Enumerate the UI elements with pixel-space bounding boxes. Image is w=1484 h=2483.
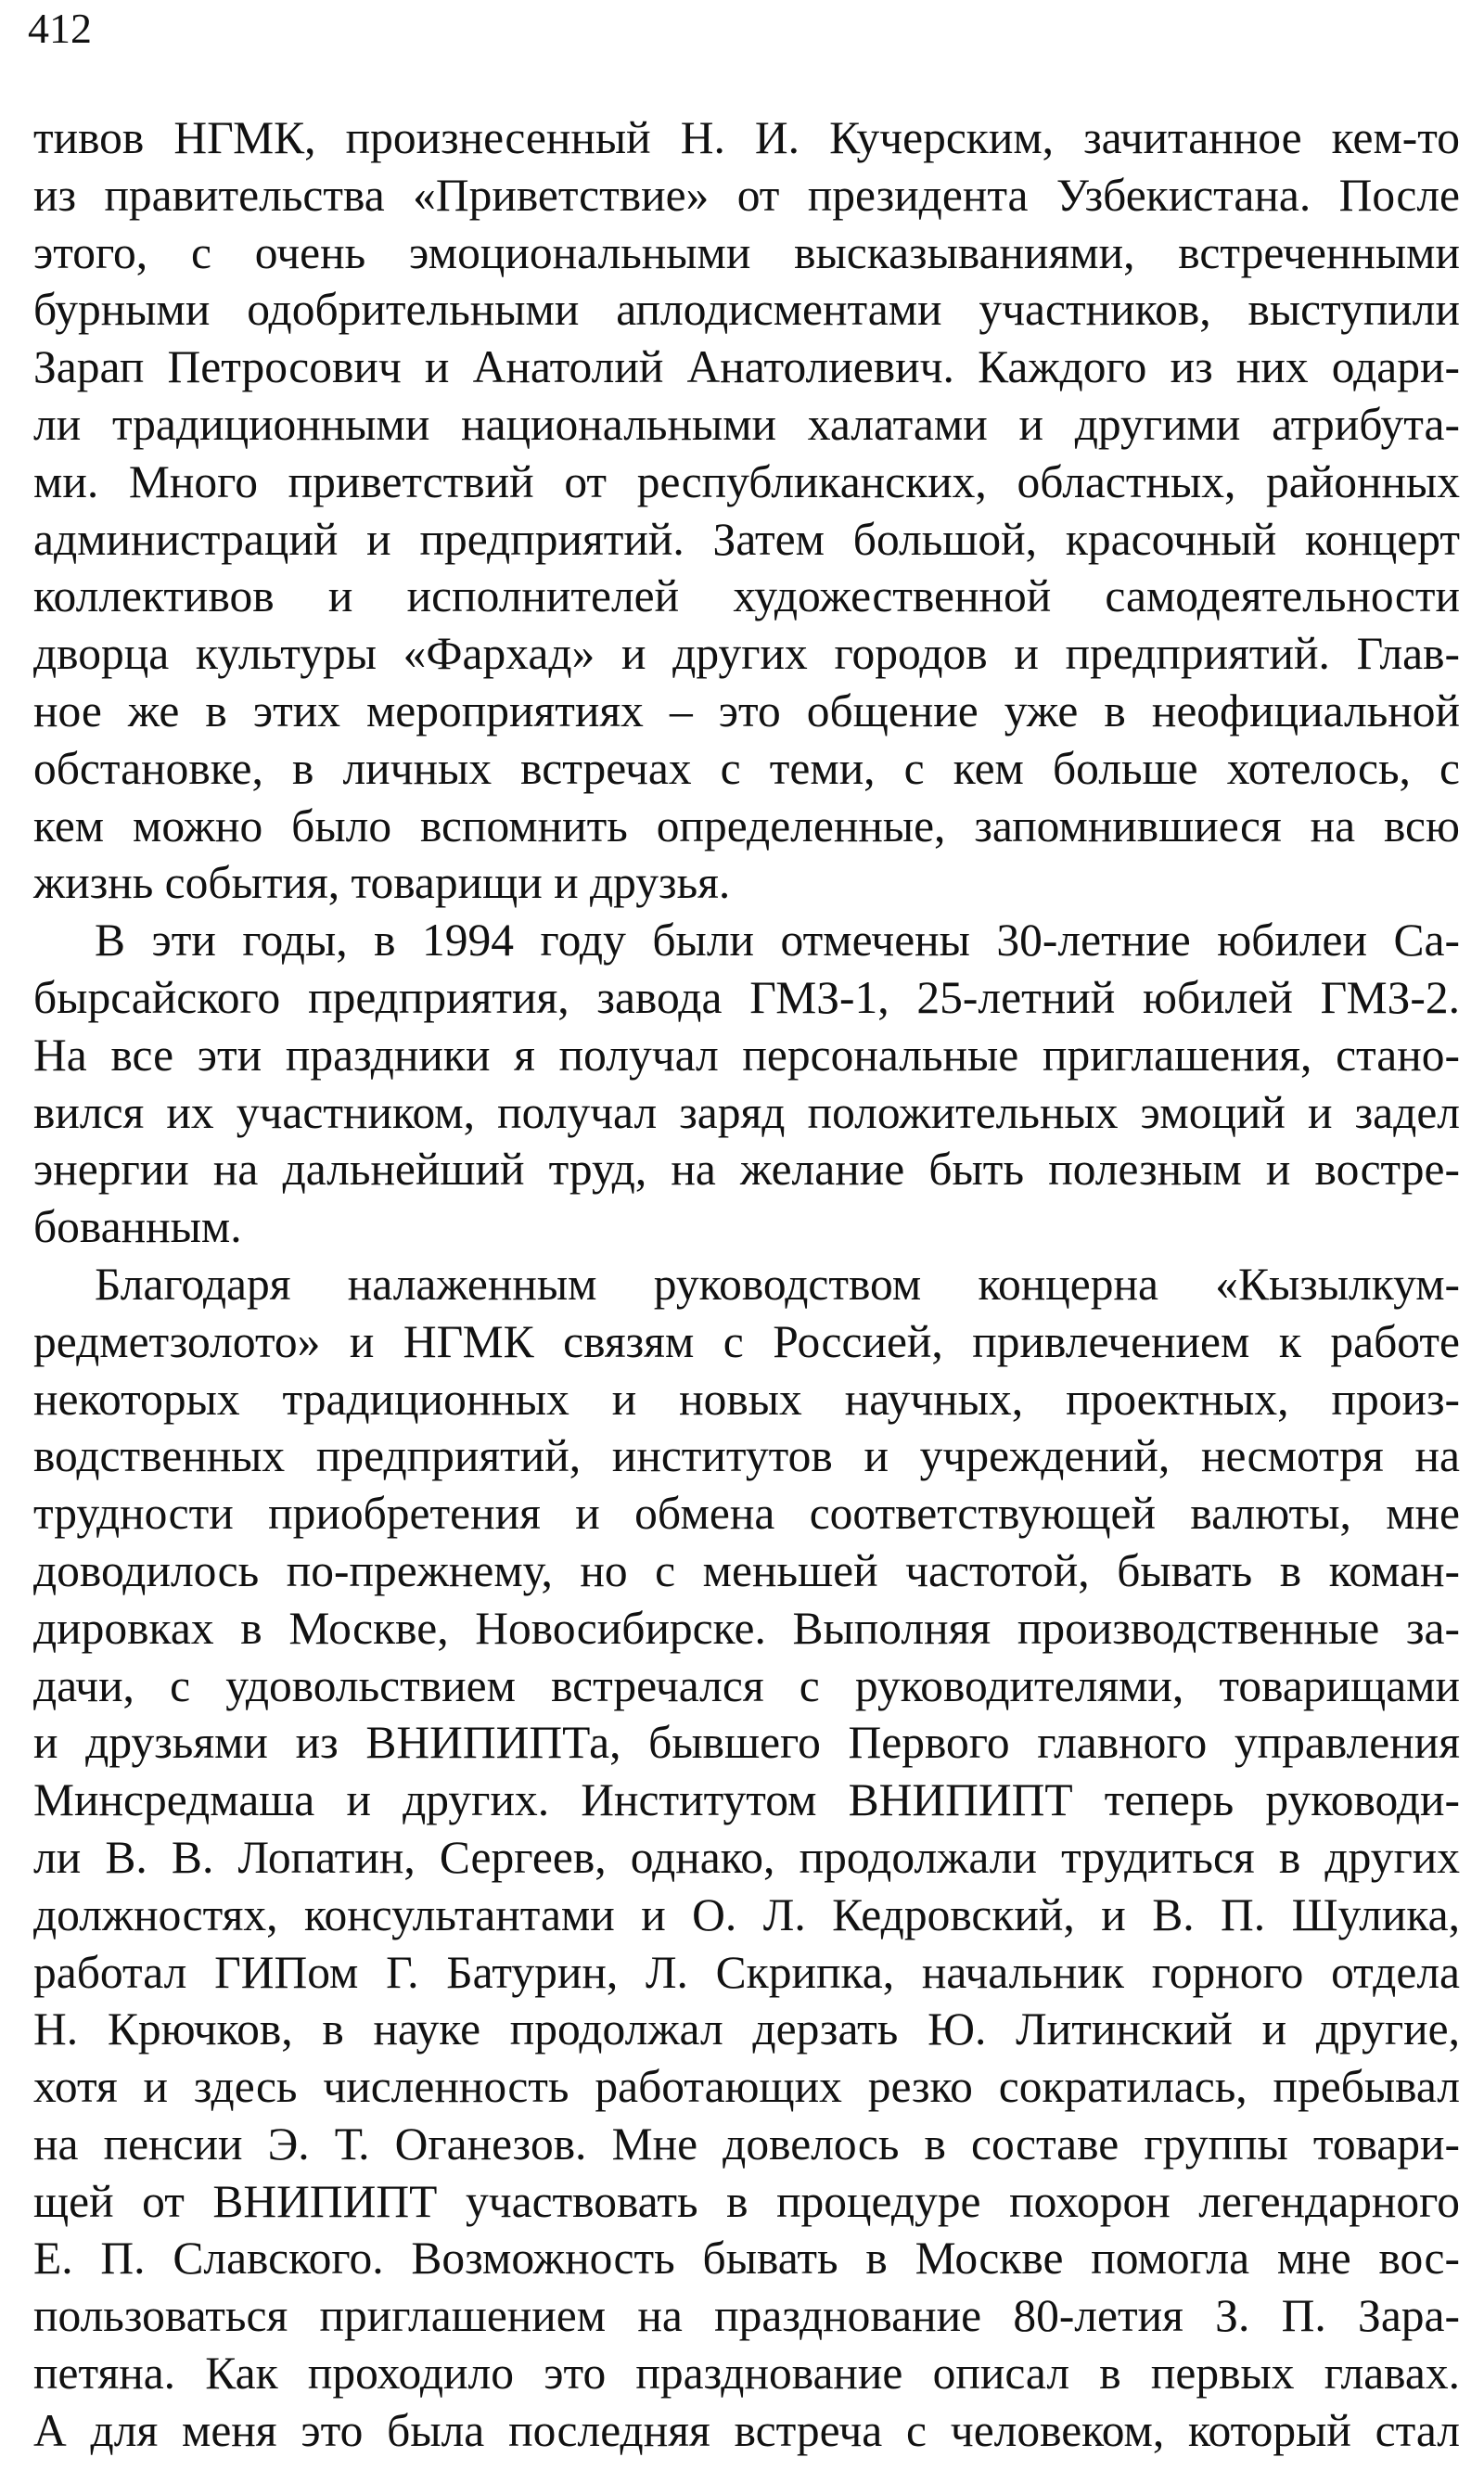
- paragraph: [33, 109, 1460, 912]
- text-line: Благодаря налаженным руководством концерна «Кызылкум-: [95, 1258, 1460, 1310]
- text-line: Н. Крючков, в науке продолжал дерзать Ю. Литинский и другие,: [33, 2003, 1460, 2055]
- text-line: коллективов и исполнителей художественной самодеятельности: [33, 570, 1460, 622]
- text-line: кем можно было вспомнить определенные, запомнившиеся на всю: [33, 800, 1460, 851]
- text-line: дворца культуры «Фархад» и других городов и предприятий. Глав-: [33, 628, 1460, 680]
- text-line: хотя и здесь численность работающих резко сократилась, пребывал: [33, 2061, 1460, 2113]
- text-line: А для меня это была последняя встреча с человеком, который стал: [33, 2404, 1460, 2456]
- paragraph: [33, 912, 1460, 1256]
- text-line: ное же в этих мероприятиях – это общение уже в неофициальной: [33, 685, 1460, 736]
- text-line: бурными одобрительными аплодисментами участников, выступили: [33, 284, 1460, 336]
- text-line: бованным.: [33, 1201, 242, 1253]
- text-line: должностях, консультантами и О. Л. Кедровский, и В. П. Шулика,: [33, 1888, 1460, 1940]
- text-line: Е. П. Славского. Возможность бывать в Москве помогла мне вос-: [33, 2233, 1460, 2285]
- text-line: на пенсии Э. Т. Оганезов. Мне довелось в составе группы товари-: [33, 2118, 1460, 2169]
- text-line: энергии на дальнейший труд, на желание быть полезным и востре-: [33, 1144, 1460, 1196]
- text-line: дачи, с удовольствием встречался с руководителями, товарищами: [33, 1659, 1460, 1711]
- text-line: ли В. В. Лопатин, Сергеев, однако, продолжали трудиться в других: [33, 1831, 1460, 1883]
- body-text: [33, 109, 1460, 2460]
- text-line: работал ГИПом Г. Батурин, Л. Скрипка, начальник горного отдела: [33, 1946, 1460, 1998]
- text-line: из правительства «Приветствие» от президента Узбекистана. После: [33, 169, 1460, 221]
- page-number: 412: [28, 5, 92, 52]
- text-line: обстановке, в личных встречах с теми, с кем больше хотелось, с: [33, 742, 1460, 794]
- text-line: водственных предприятий, институтов и учреждений, несмотря на: [33, 1430, 1460, 1482]
- text-line: ли традиционными национальными халатами и другими атрибута-: [33, 398, 1460, 450]
- text-line: пользоваться приглашением на празднование 80-летия З. П. Зара-: [33, 2290, 1460, 2342]
- text-line: петяна. Как проходило это празднование описал в первых главах.: [33, 2348, 1460, 2400]
- text-line: трудности приобретения и обмена соответствующей валюты, мне: [33, 1488, 1460, 1540]
- text-line: тивов НГМК, произнесенный Н. И. Кучерским, зачитанное кем-то: [33, 112, 1460, 163]
- text-line: вился их участником, получал заряд положительных эмоций и задел: [33, 1086, 1460, 1138]
- text-line: дировках в Москве, Новосибирске. Выполняя производственные за-: [33, 1602, 1460, 1654]
- text-line: доводилось по-прежнему, но с меньшей частотой, бывать в коман-: [33, 1544, 1460, 1596]
- paragraph: [33, 1256, 1460, 2460]
- text-line: ми. Много приветствий от республиканских, областных, районных: [33, 455, 1460, 507]
- text-line: На все эти праздники я получал персональные приглашения, стано-: [33, 1029, 1460, 1081]
- text-line: некоторых традиционных и новых научных, проектных, произ-: [33, 1373, 1460, 1425]
- text-line: щей от ВНИПИПТ участвовать в процедуре похорон легендарного: [33, 2175, 1460, 2227]
- text-line: Зарап Петросович и Анатолий Анатолиевич. Каждого из них одари-: [33, 341, 1460, 393]
- text-line: жизнь события, товарищи и друзья.: [33, 857, 731, 909]
- text-line: администраций и предприятий. Затем большой, красочный концерт: [33, 513, 1460, 565]
- text-line: Минсредмаша и других. Институтом ВНИПИПТ теперь руководи-: [33, 1774, 1460, 1826]
- text-line: этого, с очень эмоциональными высказываниями, встреченными: [33, 226, 1460, 278]
- text-line: и друзьями из ВНИПИПТа, бывшего Первого главного управления: [33, 1717, 1460, 1769]
- text-line: В эти годы, в 1994 году были отмечены 30-летние юбилеи Са-: [95, 915, 1460, 966]
- text-line: бырсайского предприятия, завода ГМЗ-1, 25-летний юбилей ГМЗ-2.: [33, 971, 1460, 1023]
- text-line: редметзолото» и НГМК связям с Россией, привлечением к работе: [33, 1315, 1460, 1367]
